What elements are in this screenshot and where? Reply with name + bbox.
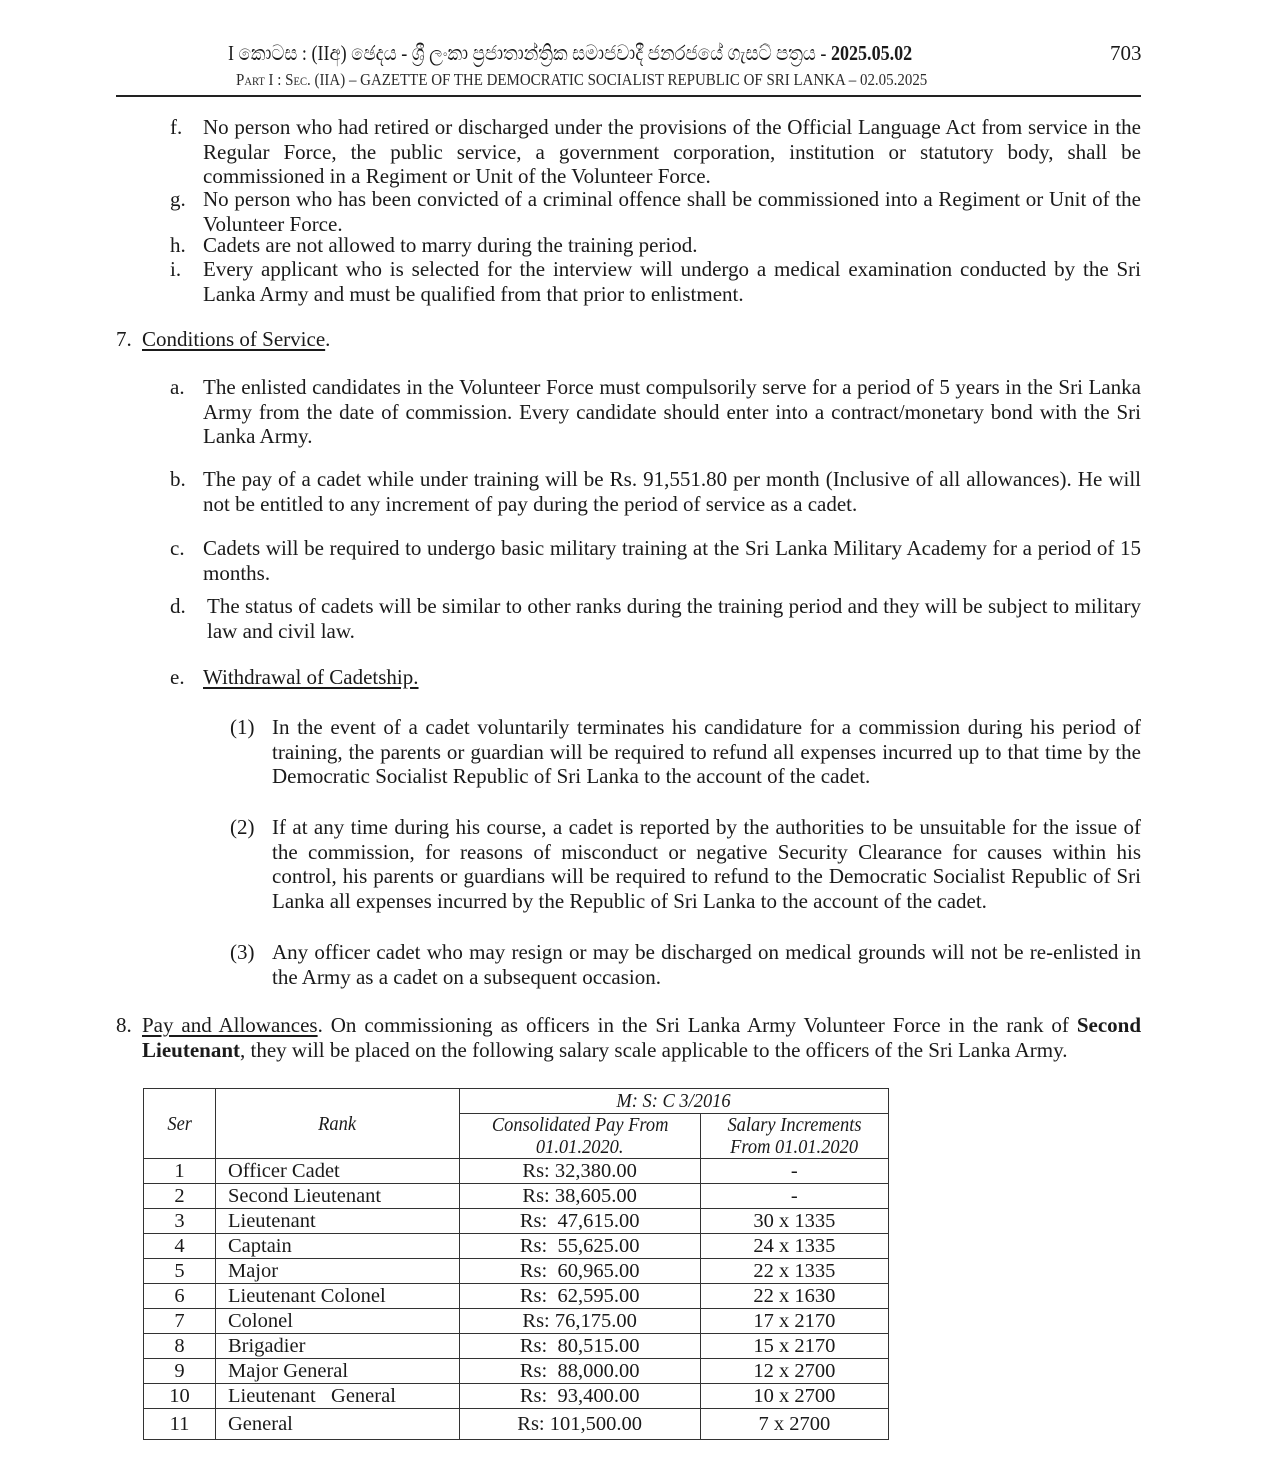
section-8-text-2: , they will be placed on the following salary scale applicable to the officers of the Sri Lanka Army.	[240, 1037, 1068, 1062]
header-inc-line1: Salary Increments	[727, 1114, 862, 1136]
item-7c-text: Cadets will be required to undergo basic military training at the Sri Lanka Military Academy for a period of 15 months.	[203, 536, 1141, 585]
cell-rank: Colonel	[215, 1309, 459, 1334]
cell-pay: Rs: 101,500.00	[459, 1409, 700, 1440]
table-row	[144, 1309, 889, 1334]
cell-rank: Major	[215, 1259, 459, 1284]
cell-increment: -	[700, 1159, 888, 1184]
cell-ser: 8	[144, 1334, 216, 1359]
cell-increment: 17 x 2170	[700, 1309, 888, 1334]
item-7b-text: The pay of a cadet while under training will be Rs. 91,551.80 per month (Inclusive of all allowances). He will not be entitled to any increment of pay during the period of service as a cadet.	[203, 467, 1141, 516]
cell-pay: Rs: 32,380.00	[459, 1159, 700, 1184]
cell-ser: 6	[144, 1284, 216, 1309]
cell-increment: 24 x 1335	[700, 1234, 888, 1259]
cell-pay: Rs: 47,615.00	[459, 1209, 700, 1234]
section-7-heading	[142, 327, 330, 352]
cell-ser: 2	[144, 1184, 216, 1209]
cell-increment: -	[700, 1184, 888, 1209]
section-number: 8.	[116, 1013, 132, 1037]
table-row	[144, 1259, 889, 1284]
cell-increment: 22 x 1335	[700, 1259, 888, 1284]
title-suffix: .	[325, 327, 331, 351]
item-label: h.	[170, 233, 186, 257]
header-rank-text: Rank	[318, 1112, 357, 1135]
cell-increment: 10 x 2700	[700, 1384, 888, 1409]
cell-rank: Captain	[215, 1234, 459, 1259]
withdrawal-3-text: Any officer cadet who may resign or may be discharged on medical grounds will not be re-enlisted in the Army as a cadet on a subsequent occasion.	[272, 940, 1141, 989]
header-consolidated-pay	[459, 1114, 700, 1159]
page-number: 703	[1110, 41, 1142, 65]
section-number: 7.	[116, 327, 132, 351]
item-label: d.	[170, 594, 186, 618]
header-salary-increments	[700, 1114, 888, 1159]
header-pay-line1: Consolidated Pay From	[491, 1114, 668, 1136]
cell-pay: Rs: 93,400.00	[459, 1384, 700, 1409]
header-ser-text: Ser	[167, 1112, 192, 1135]
cell-ser: 9	[144, 1359, 216, 1384]
cell-ser: 7	[144, 1309, 216, 1334]
item-f-text: No person who had retired or discharged under the provisions of the Official Language Act from service in the Regular Force, the public service, a government corporation, institution or statutory body, shall be commissioned in a Regiment or Unit of the Volunteer Force.	[203, 115, 1141, 188]
withdrawal-heading	[203, 665, 419, 690]
item-label: c.	[170, 536, 185, 560]
cell-ser: 11	[144, 1409, 216, 1440]
section-8-paragraph	[142, 1013, 1141, 1062]
sec-label: Sec.	[285, 70, 311, 89]
header-sinhala-title	[228, 41, 1002, 66]
cell-pay: Rs: 60,965.00	[459, 1259, 700, 1284]
cell-pay: Rs: 80,515.00	[459, 1334, 700, 1359]
table-row	[144, 1334, 889, 1359]
section-8-title: Pay and Allowances	[142, 1013, 318, 1037]
item-label: a.	[170, 375, 185, 399]
item-h-text: Cadets are not allowed to marry during the training period.	[203, 233, 698, 257]
withdrawal-2-text: If at any time during his course, a cadet is reported by the authorities to be unsuitable for the issue of the commission, for reasons of misconduct or negative Security Clearance for causes within his control, his parents or guardians will be required to refund to the Democratic Socialist Republic of Sri Lanka all expenses incurred by the Republic of Sri Lanka to the account of the cadet.	[272, 815, 1141, 913]
table-row	[144, 1284, 889, 1309]
cell-rank: Officer Cadet	[215, 1159, 459, 1184]
cell-pay: Rs: 76,175.00	[459, 1309, 700, 1334]
header-english-title	[236, 70, 927, 90]
cell-rank: General	[215, 1409, 459, 1440]
rank-emphasis: Second Lieutenant	[142, 1013, 1142, 1062]
cell-increment: 30 x 1335	[700, 1209, 888, 1234]
header-msc-group	[459, 1089, 888, 1114]
header-inc-line2: From 01.01.2020	[730, 1136, 859, 1158]
table-row	[144, 1159, 889, 1184]
item-label: b.	[170, 467, 186, 491]
table-row	[144, 1359, 889, 1384]
salary-scale-table	[143, 1088, 889, 1440]
part-number: I :	[264, 70, 286, 89]
sinhala-date: 2025.05.02	[830, 41, 913, 65]
cell-rank: Second Lieutenant	[215, 1184, 459, 1209]
cell-rank: Lieutenant Colonel	[215, 1284, 459, 1309]
cell-pay: Rs: 62,595.00	[459, 1284, 700, 1309]
table-row	[144, 1209, 889, 1234]
cell-rank: Lieutenant	[215, 1209, 459, 1234]
item-7d-text: The status of cadets will be similar to other ranks during the training period and they will be subject to military law and civil law.	[207, 594, 1141, 643]
table-row	[144, 1409, 889, 1440]
cell-ser: 5	[144, 1259, 216, 1284]
section-8-text-1: . On commissioning as officers in the Sri Lanka Army Volunteer Force in the rank of	[317, 1013, 1077, 1037]
header-pay-line2: 01.01.2020.	[535, 1136, 624, 1158]
item-i-text: Every applicant who is selected for the interview will undergo a medical examination conducted by the Sri Lanka Army and must be qualified from that prior to enlistment.	[203, 257, 1141, 306]
cell-ser: 4	[144, 1234, 216, 1259]
item-label: g.	[170, 187, 186, 211]
item-7a-text: The enlisted candidates in the Volunteer Force must compulsorily serve for a period of 5 years in the Sri Lanka Army from the date of commission. Every candidate should enter into a contract/monetary bond with the Sri Lanka Army.	[203, 375, 1141, 448]
item-label: f.	[170, 115, 183, 139]
withdrawal-title: Withdrawal of Cadetship.	[203, 665, 419, 689]
item-label: i.	[170, 257, 182, 281]
cell-rank: Major General	[215, 1359, 459, 1384]
header-ser	[144, 1089, 216, 1159]
subitem-label: (1)	[230, 715, 255, 739]
table-row	[144, 1384, 889, 1409]
header-divider	[116, 95, 1141, 97]
cell-increment: 22 x 1630	[700, 1284, 888, 1309]
gazette-title: (IIA) – GAZETTE OF THE DEMOCRATIC SOCIALIST REPUBLIC OF SRI LANKA – 02.05.2025	[310, 70, 928, 89]
cell-pay: Rs: 88,000.00	[459, 1359, 700, 1384]
section-7-title: Conditions of Service	[142, 327, 326, 351]
header-group-text: M: S: C 3/2016	[616, 1090, 731, 1112]
cell-rank: Brigadier	[215, 1334, 459, 1359]
cell-increment: 15 x 2170	[700, 1334, 888, 1359]
subitem-label: (2)	[230, 815, 255, 839]
table-row	[144, 1234, 889, 1259]
subitem-label: (3)	[230, 940, 255, 964]
cell-increment: 12 x 2700	[700, 1359, 888, 1384]
cell-pay: Rs: 38,605.00	[459, 1184, 700, 1209]
table-row	[144, 1184, 889, 1209]
withdrawal-1-text: In the event of a cadet voluntarily terminates his candidature for a commission during his period of training, the parents or guardian will be required to refund all expenses incurred up to that time by the Democratic Socialist Republic of Sri Lanka to the account of the cadet.	[272, 715, 1141, 788]
cell-ser: 3	[144, 1209, 216, 1234]
cell-increment: 7 x 2700	[700, 1409, 888, 1440]
item-g-text: No person who has been convicted of a criminal offence shall be commissioned into a Regiment or Unit of the Volunteer Force.	[203, 187, 1141, 236]
sinhala-title-text: I කොටස : (IIඅ) ඡෙදය - ශ්‍රී ලංකා ප්‍රජාතාන්ත්‍රික සමාජවාදී ජනරජයේ ගැසට් පත්‍රය -	[228, 41, 831, 65]
item-label: e.	[170, 665, 185, 689]
part-label: Part	[236, 70, 265, 89]
cell-rank: Lieutenant General	[215, 1384, 459, 1409]
cell-pay: Rs: 55,625.00	[459, 1234, 700, 1259]
header-rank	[215, 1089, 459, 1159]
cell-ser: 10	[144, 1384, 216, 1409]
cell-ser: 1	[144, 1159, 216, 1184]
